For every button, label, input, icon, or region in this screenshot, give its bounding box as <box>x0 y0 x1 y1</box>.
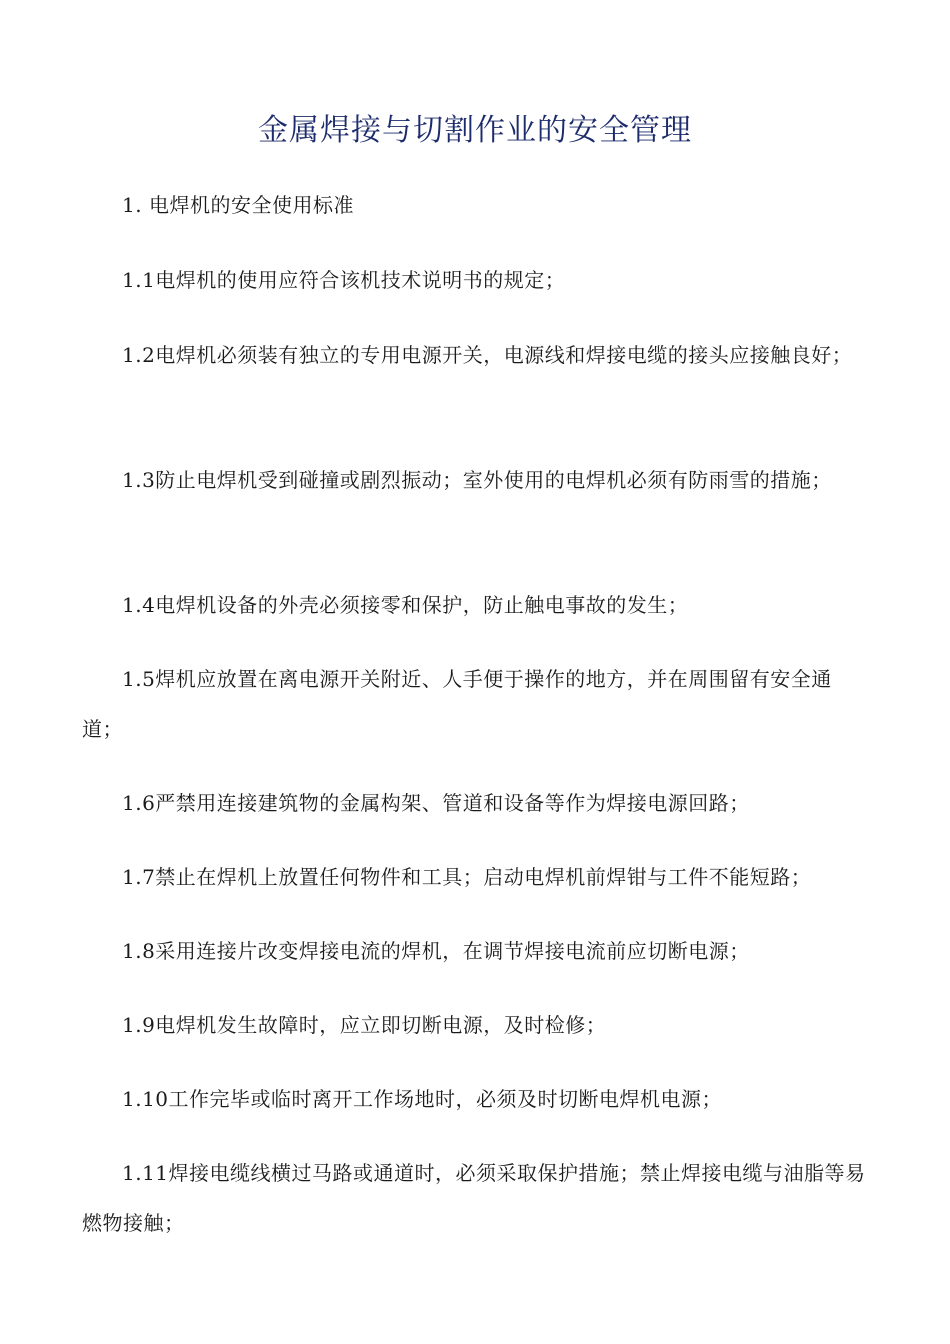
list-item: 1.3防止电焊机受到碰撞或剧烈振动；室外使用的电焊机必须有防雨雪的措施； <box>122 468 832 492</box>
list-item: 1.9电焊机发生故障时，应立即切断电源，及时检修； <box>122 1013 607 1037</box>
list-item: 1.5焊机应放置在离电源开关附近、人手便于操作的地方，并在周围留有安全通道； <box>82 667 832 741</box>
section-heading: 1. 电焊机的安全使用标准 <box>122 193 354 217</box>
list-item: 1.7禁止在焊机上放置任何物件和工具；启动电焊机前焊钳与工件不能短路； <box>122 865 812 889</box>
list-item: 1.10工作完毕或临时离开工作场地时，必须及时切断电焊机电源； <box>122 1087 723 1111</box>
list-item: 1.1电焊机的使用应符合该机技术说明书的规定； <box>122 268 566 292</box>
list-item: 1.6严禁用连接建筑物的金属构架、管道和设备等作为焊接电源回路； <box>122 791 750 815</box>
list-item: 1.8采用连接片改变焊接电流的焊机，在调节焊接电流前应切断电源； <box>122 939 750 963</box>
document-title: 金属焊接与切割作业的安全管理 <box>258 113 692 148</box>
list-item: 1.11焊接电缆线横过马路或通道时，必须采取保护措施；禁止焊接电缆与油脂等易燃物接触； <box>82 1161 866 1235</box>
list-item: 1.2电焊机必须装有独立的专用电源开关，电源线和焊接电缆的接头应接触良好； <box>122 343 853 367</box>
list-item: 1.4电焊机设备的外壳必须接零和保护，防止触电事故的发生； <box>122 593 689 617</box>
